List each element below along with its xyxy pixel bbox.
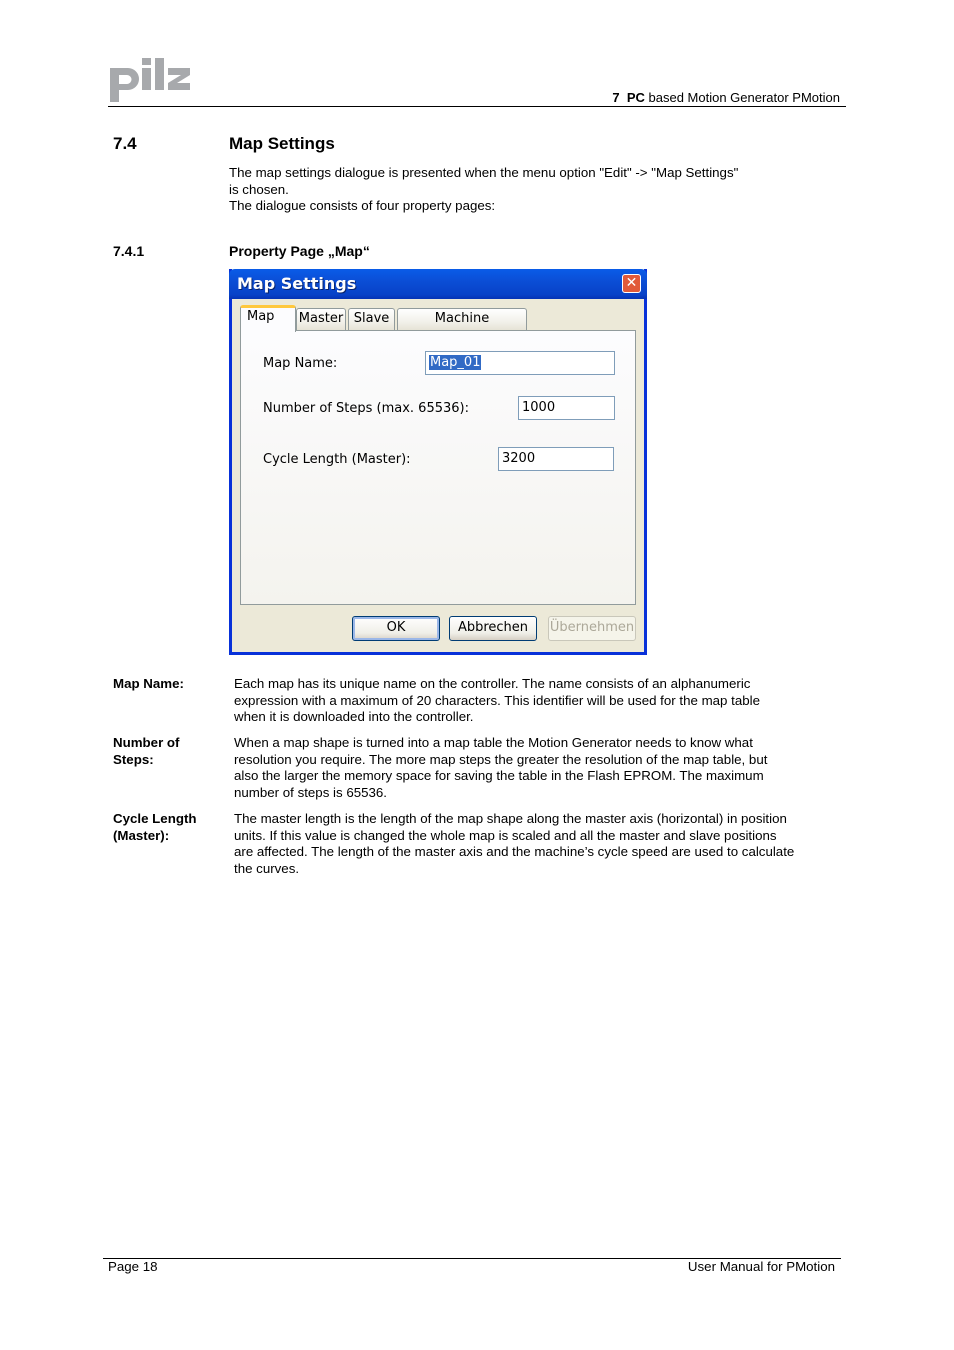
desc-line: The master length is the length of the map shape along the master axis (horizontal) in position <box>234 811 787 826</box>
cycle-length-label: Cycle Length (Master): <box>263 452 411 467</box>
section-title: Map Settings <box>229 134 335 153</box>
desc-line: Each map has its unique name on the controller. The name consists of an alphanumeric <box>234 676 751 691</box>
desc-line: resolution you require. The more map steps the greater the resolution of the map table, but <box>234 751 768 767</box>
map-name-value: Map_01 <box>430 355 481 370</box>
tab-panel-map <box>240 330 636 605</box>
page-number: Page 18 <box>108 1259 158 1274</box>
map-settings-dialog <box>229 269 647 655</box>
chapter-title: based Motion Generator PMotion <box>648 90 840 105</box>
term-map-name <box>113 676 223 693</box>
section-number: 7.4 <box>113 134 137 153</box>
steps-label: Number of Steps (max. 65536): <box>263 401 469 416</box>
intro-line: The dialogue consists of four property pages: <box>229 198 496 213</box>
desc-number-of-steps <box>234 735 849 801</box>
desc-map-name <box>234 676 849 726</box>
term-line: Number of <box>113 735 180 750</box>
term-line: (Master): <box>113 827 170 843</box>
term-number-of-steps <box>113 735 223 768</box>
steps-input[interactable]: 1000 <box>518 396 615 420</box>
subsection-title: Property Page „Map“ <box>229 243 370 259</box>
chapter-bold: PC <box>626 90 645 105</box>
tab-machine-parameters[interactable]: Machine <box>397 308 527 330</box>
desc-line: are affected. The length of the master axis and the machine’s cycle speed are used to calculate <box>234 844 795 859</box>
tab-slave[interactable]: Slave <box>348 308 395 330</box>
subsection-number: 7.4.1 <box>113 243 145 259</box>
term-line: Map Name: <box>113 676 184 691</box>
desc-line: number of steps is 65536. <box>234 784 388 800</box>
term-line: Steps: <box>113 751 154 767</box>
tab-map[interactable]: Map <box>240 305 296 332</box>
map-name-input[interactable] <box>425 351 615 375</box>
dialog-titlebar[interactable] <box>229 269 647 299</box>
desc-line: When a map shape is turned into a map table the Motion Generator needs to know what <box>234 735 753 750</box>
term-cycle-length <box>113 811 223 844</box>
desc-line: also the larger the memory space for saving the table in the Flash EPROM. The maximum <box>234 768 764 783</box>
intro-line: The map settings dialogue is presented when the menu option "Edit" -> "Map Settings" <box>229 165 739 180</box>
header-divider <box>108 106 846 107</box>
map-name-label: Map Name: <box>263 356 338 371</box>
chapter-header <box>612 90 840 105</box>
term-line: Cycle Length <box>113 811 197 826</box>
tab-master[interactable]: Master <box>296 308 346 330</box>
desc-line: units. If this value is changed the whole map is scaled and all the master and slave positions <box>234 827 777 843</box>
ok-button[interactable]: OK <box>352 616 440 641</box>
chapter-number: 7 <box>612 90 620 105</box>
desc-line: the curves. <box>234 860 300 876</box>
desc-line: when it is downloaded into the controller. <box>234 709 474 724</box>
apply-button[interactable]: Übernehmen <box>548 616 636 641</box>
section-intro <box>229 165 829 215</box>
cycle-length-input[interactable]: 3200 <box>498 447 614 471</box>
pilz-logo <box>108 58 192 104</box>
intro-line: is chosen. <box>229 181 289 197</box>
desc-line: expression with a maximum of 20 characters. This identifier will be used for the map table <box>234 692 760 708</box>
manual-title: User Manual for PMotion <box>687 1259 835 1274</box>
dialog-title: Map Settings <box>237 274 357 293</box>
close-icon[interactable]: ✕ <box>622 274 641 293</box>
desc-cycle-length <box>234 811 849 877</box>
cancel-button[interactable]: Abbrechen <box>449 616 537 641</box>
